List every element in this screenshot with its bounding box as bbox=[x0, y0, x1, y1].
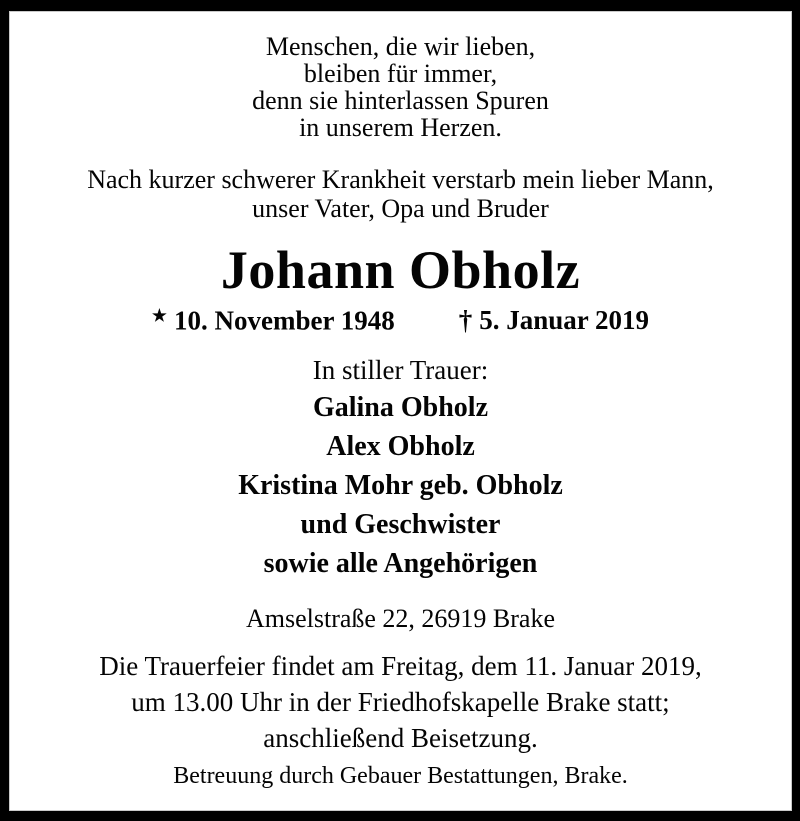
death-date bbox=[459, 305, 649, 335]
funeral-info bbox=[9, 648, 792, 756]
mourner-name: sowie alle Angehörigen bbox=[263, 548, 538, 580]
announcement-line: unser Vater, Opa und Bruder bbox=[252, 194, 549, 223]
funeral-home-line: Betreuung durch Gebauer Bestattungen, Brake. bbox=[173, 763, 628, 790]
deceased-name: Johann Obholz bbox=[220, 240, 581, 300]
mourning-heading: In stiller Trauer: bbox=[312, 355, 489, 386]
birth-date bbox=[152, 301, 395, 335]
death-announcement bbox=[9, 165, 792, 223]
death-date-text: 5. Januar 2019 bbox=[479, 305, 650, 336]
poem-line: bleiben für immer, bbox=[303, 59, 498, 88]
mourner-name: Galina Obholz bbox=[312, 392, 489, 424]
mourners-list bbox=[9, 388, 792, 583]
obituary-page bbox=[9, 11, 792, 811]
announcement-line: Nach kurzer schwerer Krankheit verstarb mein lieber Mann, bbox=[87, 165, 714, 194]
life-dates bbox=[9, 301, 792, 335]
birth-date-text: 10. November 1948 bbox=[174, 305, 395, 336]
poem-line: in unserem Herzen. bbox=[299, 113, 502, 142]
death-cross-icon: † bbox=[458, 305, 473, 336]
poem-line: denn sie hinterlassen Spuren bbox=[252, 86, 549, 115]
mourner-name: Kristina Mohr geb. Obholz bbox=[238, 470, 563, 502]
birth-star-icon: ★ bbox=[151, 306, 167, 325]
funeral-line: anschließend Beisetzung. bbox=[263, 723, 538, 754]
address-line: Amselstraße 22, 26919 Brake bbox=[245, 604, 556, 634]
mourner-name: Alex Obholz bbox=[326, 431, 475, 463]
mourner-name: und Geschwister bbox=[300, 509, 501, 541]
funeral-line: um 13.00 Uhr in der Friedhofskapelle Brake statt; bbox=[131, 687, 670, 718]
funeral-line: Die Trauerfeier findet am Freitag, dem 11. Januar 2019, bbox=[99, 651, 702, 682]
poem-line: Menschen, die wir lieben, bbox=[265, 32, 536, 61]
memorial-poem bbox=[9, 11, 792, 141]
